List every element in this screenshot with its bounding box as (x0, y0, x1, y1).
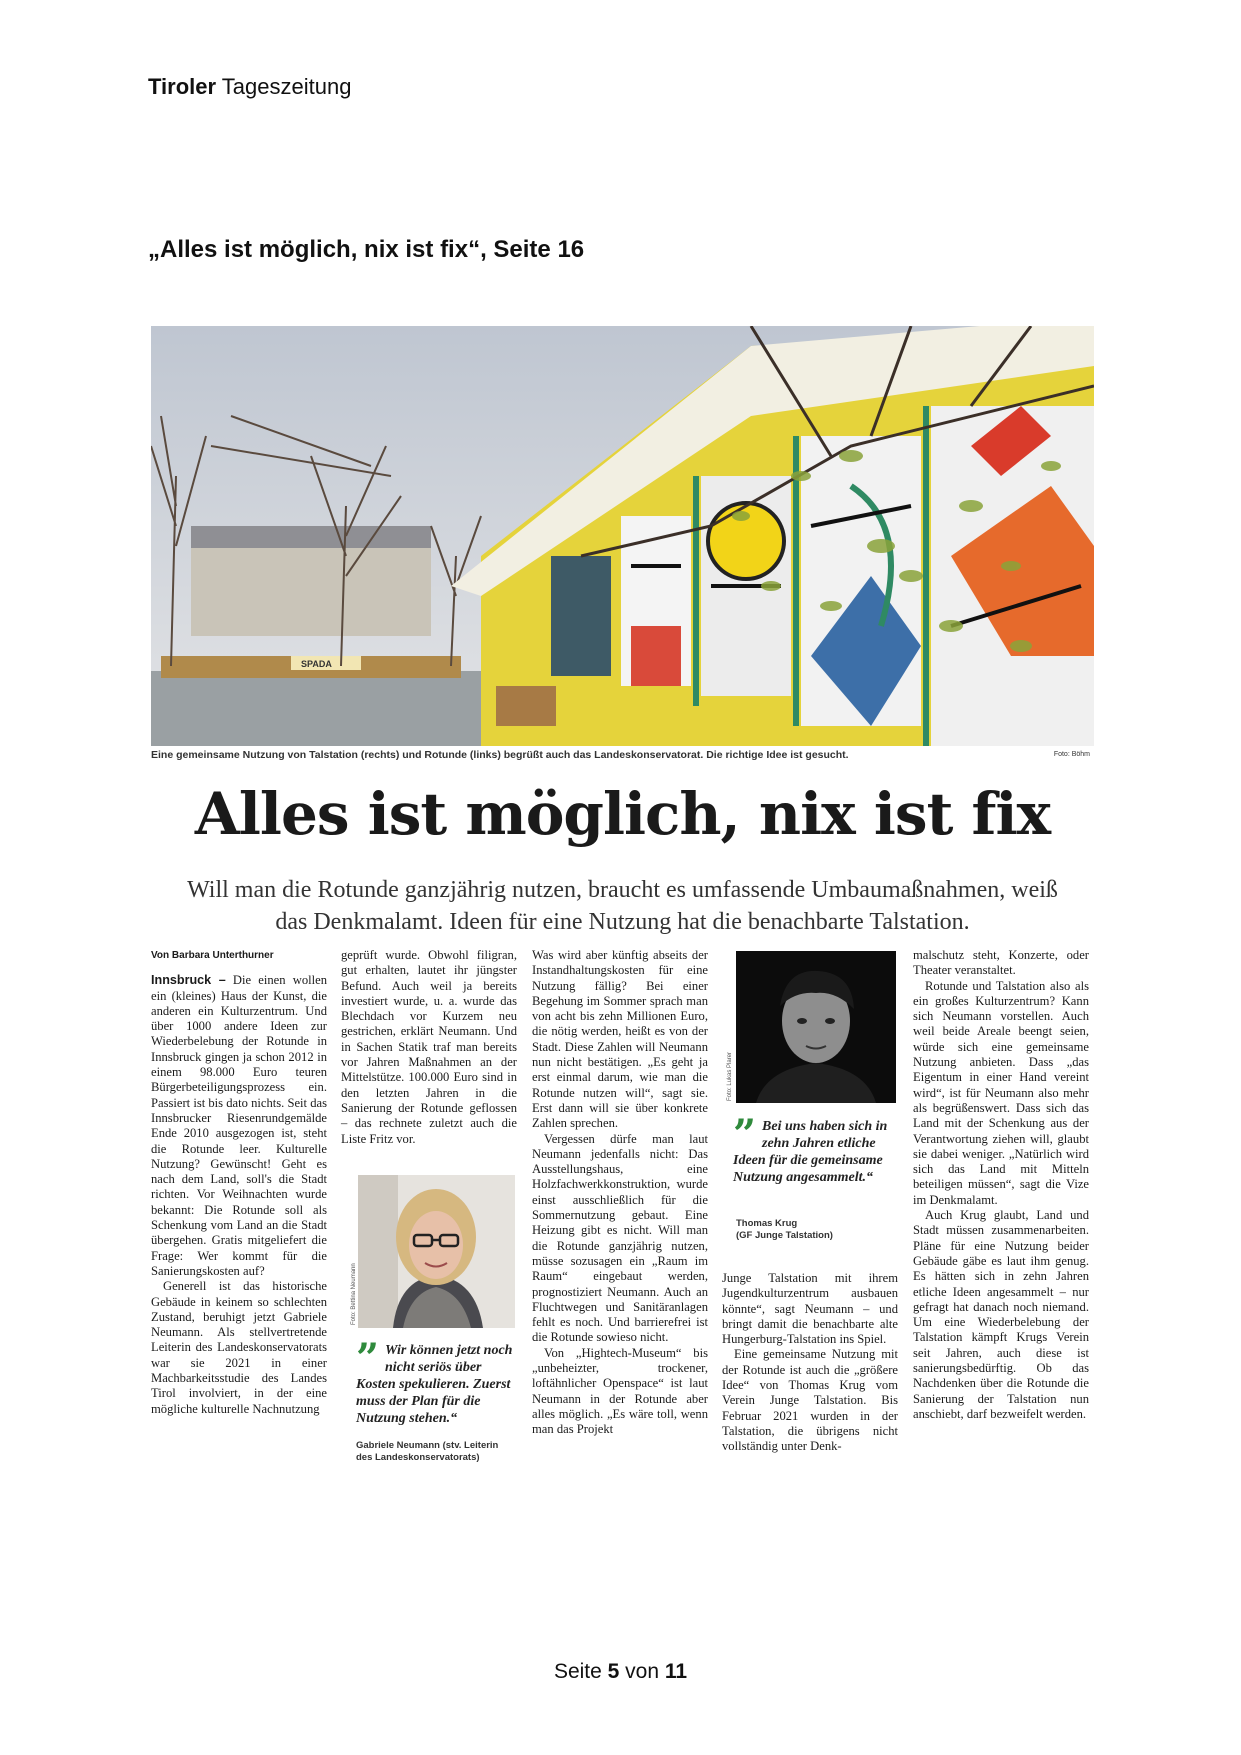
article-column-4 (722, 1271, 898, 1455)
attribution-name: Thomas Krug (736, 1218, 798, 1229)
dateline: Innsbruck – (151, 973, 226, 988)
paragraph: malschutz steht, Konzerte, oder Theater veranstaltet. (913, 948, 1089, 978)
article-column-1 (151, 948, 327, 1417)
pull-quote-krug (733, 1111, 898, 1186)
quote-mark-icon: ” (356, 1335, 380, 1382)
paragraph: geprüft wurde. Obwohl filigran, gut erhalten, lautet ihr jüngster Befund. Auch weil ja bereits investiert wurde, u. a. wurde das Blechdach vor Kurzem neu gestrichen, erklärt Neumann. Und in Sachen Statik traf man bereits vor Jahren Maßnahmen an der Mittelstütze. 100.000 Euro sind in den letzten Jahren in die Sanierung der Rotunde geflossen – das rechnete zuletzt auch die Liste Fritz vor. (341, 948, 517, 1146)
article-column-3 (532, 948, 708, 1438)
pull-quote-neumann (356, 1335, 518, 1427)
paragraph: Junge Talstation mit ihrem Jugendkulturzentrum ausbauen könnte“, sagt Neumann – und bringt damit die benachbarte alte Hungerburg-Talstation ins Spiel. (722, 1271, 898, 1347)
footer-current-page: 5 (607, 1660, 620, 1683)
article-subhead: Will man die Rotunde ganzjährig nutzen, braucht es umfassende Umbaumaßnahmen, weiß das Denkmalamt. Ideen für eine Nutzung hat die benachbarte Talstation. (187, 877, 1058, 935)
quote-mark-icon: ” (733, 1111, 757, 1158)
photo-credit: Foto: Böhm (1053, 751, 1090, 758)
paragraph: Vergessen dürfe man laut Neumann jedenfalls nicht: Das Ausstellungshaus, eine Holzfachwerkkonstruktion, wurde einst ausschließlich für die Sommernutzung gebaut. Eine Heizung gibt es nicht. Will man die Rotunde ganzjährig nutzen, müsse sozusagen ein „Raum im Raum“ eingebaut werden, prognostiziert Neumann. Auch an Fluchtwegen und Sanitäranlagen fehlt es noch. Und barrierefrei ist die Rotunde sowieso nicht. (532, 1131, 708, 1345)
photo-credit-krug: Foto: Lukas Plarer (727, 1051, 733, 1101)
photo-credit-neumann: Foto: Bettina Neumann (351, 1263, 357, 1325)
photo-caption (151, 749, 1094, 765)
attribution-role: (GF Junge Talstation) (736, 1230, 833, 1241)
portrait-thomas-krug (736, 951, 896, 1103)
spada-sign-text: SPADA (301, 659, 332, 669)
pull-quote-text: Bei uns haben sich in zehn Jahren etliche Ideen für die gemeinsame Nutzung angesammelt.“ (733, 1119, 888, 1185)
paragraph: Eine gemeinsame Nutzung mit der Rotunde ist auch die „größere Idee“ von Thomas Krug vom Verein Junge Talstation. Bis Februar 2021 wurden in der Talstation, die übrigens nicht vollständig unter Denk- (722, 1347, 898, 1454)
footer-total-pages: 11 (664, 1660, 688, 1683)
portrait-gabriele-neumann (358, 1175, 515, 1328)
paragraph: Rotunde und Talstation also als ein großes Kulturzentrum? Kann sich Neumann vorstellen. Auch weil beide Areale beengt seien, würde sich eine gemeinsame Nutzung anbieten. Dass „das Eigentum in einer Hand vereint wird“, ist für Neumann also mehr als begrüßenswert. Dass sich das Land mit der Schenkung aus der Verantwortung ziehen will, glaubt sie dabei weniger. „Natürlich wird sich das Land mit Mitteln beteiligen müssen“, sagt die Vize im Denkmalamt. (913, 978, 1089, 1207)
clip-title: „Alles ist möglich, nix ist fix“, Seite 16 (148, 236, 585, 263)
paragraph: Auch Krug glaubt, Land und Stadt müssen zusammenarbeiten. Pläne für eine Nutzung beider Gebäude gäbe es laut ihm genug. Es hätten sich in zehn Jahren etliche Ideen angesammelt – nur gefragt hat danach noch niemand. Um eine Wiederbelebung der Talstation kämpft Krugs Verein seit Jahren, auch diese ist sanierungsbedürftig. Ob das Nachdenken über die Rotunde die Sanierung der Talstation nun anschiebt, darf bezweifelt werden. (913, 1208, 1089, 1421)
byline: Von Barbara Unterthurner (151, 950, 274, 961)
paragraph: Generell ist das historische Gebäude in keinem so schlechten Zustand, beruhigt jetzt Gabriele Neumann. Als stellvertretende Leiterin des Landeskonservatorats war sie 2021 in einer Machbarkeitsstudie des Landes Tirol involviert, in der eine mögliche kulturelle Nachnutzung (151, 1279, 327, 1416)
masthead-brand-rest: Tageszeitung (216, 74, 352, 99)
paragraph: Von „Hightech-Museum“ bis „unbeheizter, trockener, loftähnlicher Openspace“ ist laut Neumann in der Rotunde aber alles möglich. „Es wäre toll, wenn man das Projekt (532, 1345, 708, 1437)
footer-middle: von (619, 1660, 665, 1683)
pull-quote-attribution: Gabriele Neumann (stv. Leiterin des Landeskonservatorats) (356, 1440, 499, 1463)
photo-caption-text: Eine gemeinsame Nutzung von Talstation (rechts) und Rotunde (links) begrüßt auch das Landeskonservatorat. Die richtige Idee ist gesucht. (151, 749, 849, 761)
paragraph (151, 973, 327, 1279)
masthead (148, 74, 351, 100)
page-footer (0, 1660, 1241, 1684)
article-column-2 (341, 948, 517, 1147)
article-photo (151, 326, 1094, 746)
article-headline: Alles ist möglich, nix ist fix (194, 780, 1051, 848)
pull-quote-text: Wir können jetzt noch nicht seriös über Kosten spekulieren. Zuerst muss der Plan für die Nutzung stehen.“ (356, 1343, 513, 1426)
masthead-brand-bold: Tiroler (148, 74, 217, 99)
paragraph: Was wird aber künftig abseits der Instandhaltungskosten für eine Nutzung fällig? Bei einer Begehung im Sommer sprach man von acht bis zehn Millionen Euro, die nötig werden, heißt es von der Stadt. Diese Zahlen will Neumann nun nicht bestätigen. „Es geht ja erst einmal darum, wie man die Rotunde nutzen will“, sagt sie. Erst dann will sie über konkrete Zahlen sprechen. (532, 948, 708, 1131)
paragraph-text: Die einen wollen ein (kleines) Haus der Kunst, die anderen ein Kulturzentrum. Und über 1000 andere Ideen zur Wiederbelebung der Rotunde in Innsbruck gingen ja schon 2012 in einem 98.000 Euro teuren Bürgerbeteiligungsprozess ein. Passiert ist bis dato nichts. Seit das Innsbrucker Riesenrundgemälde Ende 2010 ausgezogen ist, steht die Rotunde leer. Kulturelle Nutzung? Gewünscht! Geht es nach dem Land, soll's die Stadt richten. Vor Weihnachten wurde bekannt: Die Rotunde soll als Schenkung vom Land an die Stadt übergehen. Gratis mitgeliefert die Frage: Wer kommt für die Sanierungskosten auf? (151, 973, 327, 1278)
pull-quote-attribution (736, 1218, 896, 1242)
footer-prefix: Seite (553, 1660, 608, 1683)
article-column-5 (913, 948, 1089, 1422)
